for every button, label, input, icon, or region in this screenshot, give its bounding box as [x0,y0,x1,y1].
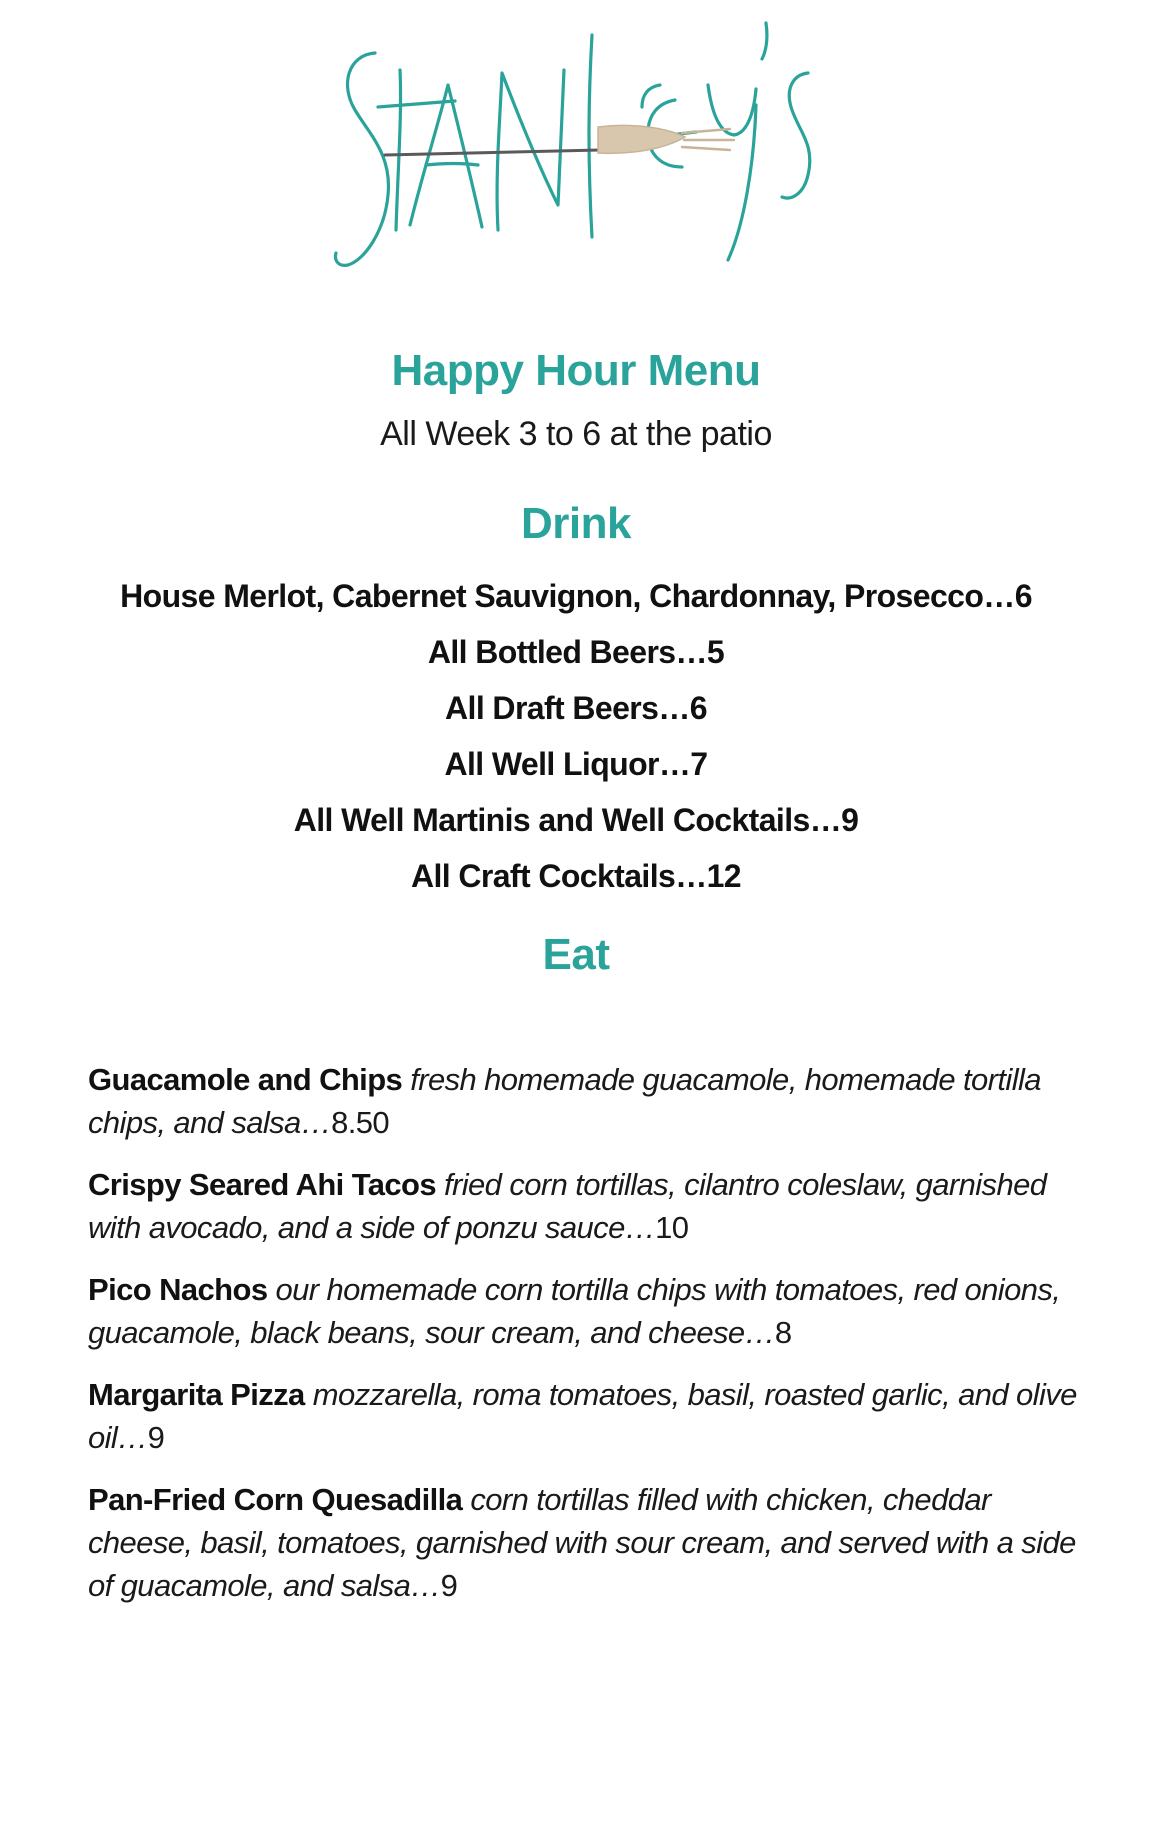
page-subtitle: All Week 3 to 6 at the patio [380,415,772,453]
eat-item-price: 9 [440,1568,458,1603]
drink-item: House Merlot, Cabernet Sauvignon, Chardonnay, Prosecco…6 [120,578,1032,614]
eat-item-description: fresh homemade guacamole, homemade tortilla chips, and salsa… [88,1062,1041,1140]
eat-item [88,1268,1078,1354]
eat-item-name: Guacamole and Chips [88,1062,403,1097]
stanleys-logo [330,15,850,275]
eat-item-price: 9 [147,1420,165,1455]
drink-item: All Well Liquor…7 [444,746,708,782]
eat-item-name: Crispy Seared Ahi Tacos [88,1167,436,1202]
eat-item-name: Pan-Fried Corn Quesadilla [88,1482,463,1517]
drink-item: All Bottled Beers…5 [427,634,725,670]
eat-item [88,1058,1078,1144]
eat-item-name: Pico Nachos [88,1272,268,1307]
eat-item-description: fried corn tortillas, cilantro coleslaw, garnished with avocado, and a side of ponzu sauce… [88,1167,1047,1245]
eat-item [88,1373,1078,1459]
eat-item-description: corn tortillas filled with chicken, cheddar cheese, basil, tomatoes, garnished with sour cream, and served with a side of guacamole, and salsa… [88,1482,1076,1603]
eat-item-price: 8.50 [331,1105,390,1140]
eat-item [88,1478,1078,1607]
eat-list [88,1058,1078,1626]
drink-list [0,568,1152,904]
eat-item-price: 10 [655,1210,689,1245]
drink-item: All Craft Cocktails…12 [410,858,742,894]
eat-item-name: Margarita Pizza [88,1377,305,1412]
eat-item-description: mozzarella, roma tomatoes, basil, roasted garlic, and olive oil… [88,1377,1077,1455]
page-title: Happy Hour Menu [391,346,761,395]
eat-item-description: our homemade corn tortilla chips with tomatoes, red onions, guacamole, black beans, sour cream, and cheese… [88,1272,1061,1350]
eat-item [88,1163,1078,1249]
stanleys-logo-icon [330,15,850,275]
eat-heading: Eat [542,930,610,979]
drink-item: All Well Martinis and Well Cocktails…9 [293,802,859,838]
drink-item: All Draft Beers…6 [445,690,707,726]
drink-heading: Drink [521,499,631,548]
eat-item-price: 8 [774,1315,792,1350]
